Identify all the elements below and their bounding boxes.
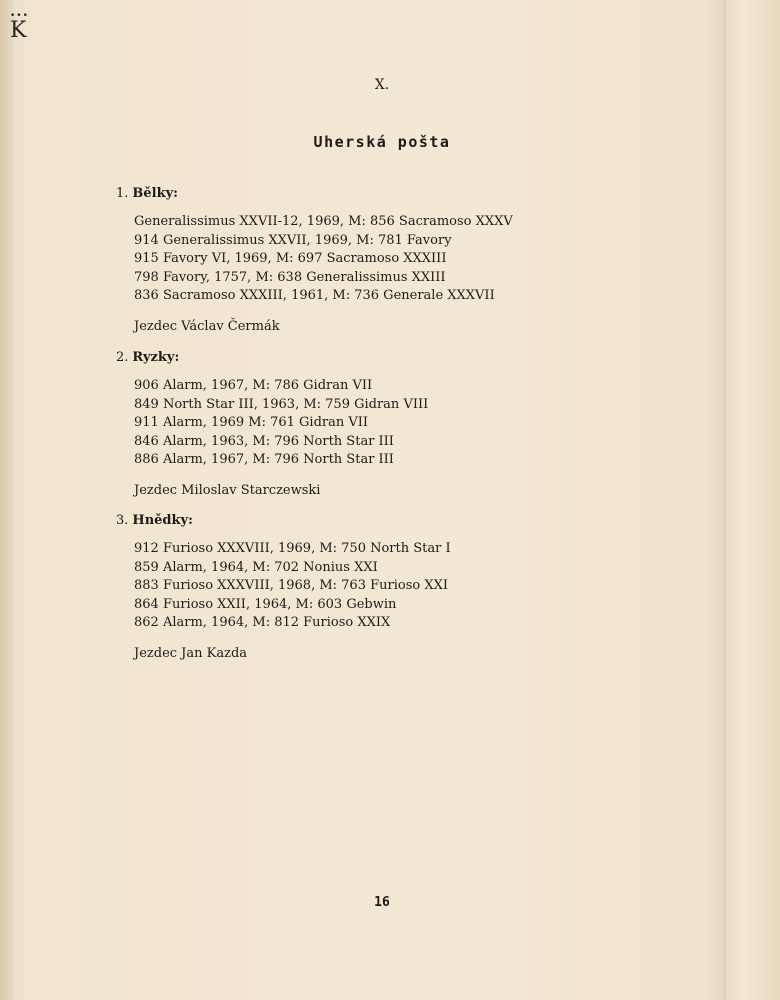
section-ryzky [116, 350, 428, 500]
section-title: Bělky: [132, 186, 178, 201]
page-title: Uherská pošta [313, 133, 451, 151]
section-heading [116, 513, 451, 533]
horse-entry: 906 Alarm, 1967, M: 786 Gidran VII [134, 378, 373, 393]
horse-entry: 798 Favory, 1757, M: 638 Generalissimus XXIII [134, 269, 446, 285]
section-number: 1. [116, 186, 129, 201]
section-number: 3. [116, 513, 129, 528]
chapter-number: X. [374, 77, 390, 93]
horse-entry: Generalissimus XXVII-12, 1969, M: 856 Sacramoso XXXV [134, 214, 513, 229]
section-belky [116, 186, 513, 336]
horse-entry: 836 Sacramoso XXXIII, 1961, M: 736 Generale XXXVII [134, 288, 495, 304]
horse-list [134, 213, 513, 306]
horse-entry: 864 Furioso XXII, 1964, M: 603 Gebwin [134, 596, 397, 612]
horse-entry: 911 Alarm, 1969 M: 761 Gidran VII [134, 415, 369, 431]
horse-entry: 883 Furioso XXXVIII, 1968, M: 763 Furioso XXI [134, 578, 448, 594]
section-number: 2. [116, 350, 129, 365]
horse-entry: 886 Alarm, 1967, M: 796 North Star III [134, 452, 394, 468]
section-title: Ryzky: [132, 350, 180, 365]
horse-entry: 912 Furioso XXXVIII, 1969, M: 750 North Star I [134, 541, 451, 556]
logo-dots: ••• [10, 11, 29, 21]
horse-entry: 846 Alarm, 1963, M: 796 North Star III [134, 433, 394, 449]
rider-name: Jezdec Miloslav Starczewski [134, 482, 321, 498]
rider-name: Jezdec Václav Čermák [134, 318, 280, 334]
rider-name: Jezdec Jan Kazda [134, 645, 248, 661]
section-title: Hnědky: [132, 513, 193, 528]
section-hnedky [116, 513, 451, 663]
horse-entry: 859 Alarm, 1964, M: 702 Nonius XXI [134, 559, 378, 575]
horse-entry: 914 Generalissimus XXVII, 1969, M: 781 Favory [134, 232, 452, 248]
horse-list [134, 377, 428, 470]
horse-entry: 862 Alarm, 1964, M: 812 Furioso XXIX [134, 615, 391, 631]
horse-list [134, 540, 451, 633]
horse-entry: 915 Favory VI, 1969, M: 697 Sacramoso XXXIII [134, 251, 447, 267]
logo-letter: K [10, 18, 27, 43]
logo [10, 12, 34, 46]
page-number: 16 [374, 895, 390, 910]
horse-entry: 849 North Star III, 1963, M: 759 Gidran VIII [134, 396, 429, 412]
section-heading [116, 186, 513, 206]
section-heading [116, 350, 428, 370]
